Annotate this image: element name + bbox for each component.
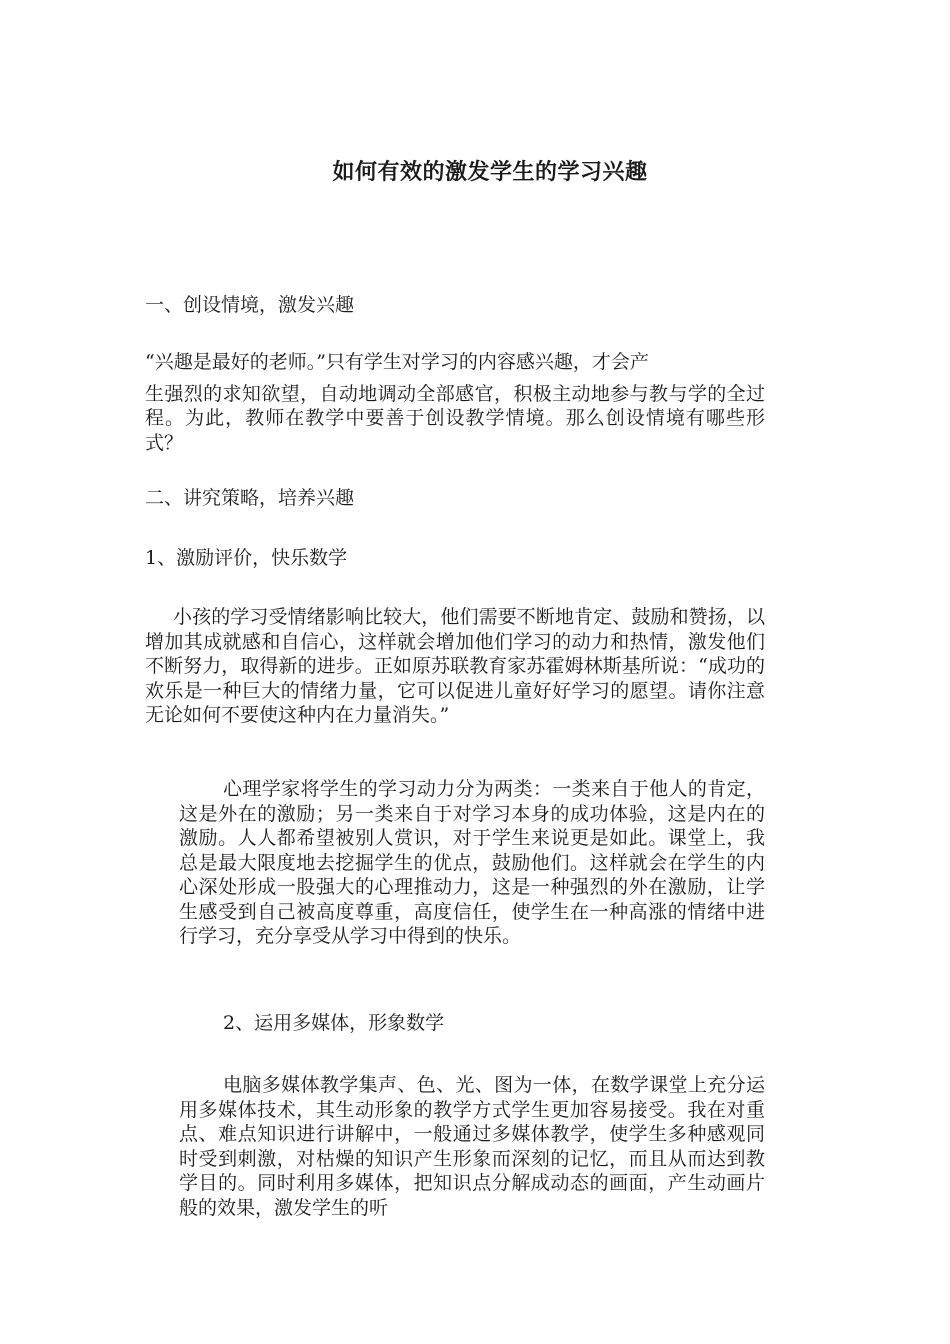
subsection-heading-2: 2、运用多媒体，形象数学 xyxy=(223,1012,445,1034)
paragraph-3: 心理学家将学生的学习动力分为两类：一类来自于他人的肯定，这是外在的激励；另一类来自于对学习本身的成功体验，这是内在的激励。人人都希望被别人赏识，对于学生来说更是如此。课堂上，我总是最大限度地去挖掘学生的优点，鼓励他们。这样就会在学生的内心深处形成一股强大的心理推动力，这是一种强烈的外在激励，让学生感受到自己被高度尊重，高度信任，使学生在一种高涨的情绪中进行学习，充分享受从学习中得到的快乐。 xyxy=(179,778,765,947)
paragraph-4: 电脑多媒体教学集声、色、光、图为一体，在数学课堂上充分运用多媒体技术，其生动形象的教学方式学生更加容易接受。我在对重点、难点知识进行讲解中，一般通过多媒体教学，使学生多种感观同时受到刺激，对枯燥的知识产生形象而深刻的记忆，而且从而达到教学目的。同时利用多媒体，把知识点分解成动态的画面，产生动画片般的效果，激发学生的听 xyxy=(179,1074,765,1219)
paragraph-1 xyxy=(145,350,765,455)
paragraph-2: 小孩的学习受情绪影响比较大，他们需要不断地肯定、鼓励和赞扬，以增加其成就感和自信心，这样就会增加他们学习的动力和热情，激发他们不断努力，取得新的进步。正如原苏联教育家苏霍姆林斯基所说：“成功的欢乐是一种巨大的情绪力量，它可以促进儿童好好学习的愿望。请你注意无论如何不要使这种内在力量消失。” xyxy=(145,606,765,726)
section-heading-1: 一、创设情境，激发兴趣 xyxy=(145,294,355,316)
paragraph-1-first-line: “兴趣是最好的老师。”只有学生对学习的内容感兴趣，才会产 xyxy=(145,351,649,373)
subsection-heading-1: 1、激励评价，快乐数学 xyxy=(145,547,348,569)
document-title: 如何有效的激发学生的学习兴趣 xyxy=(332,159,648,185)
section-heading-2: 二、讲究策略，培养兴趣 xyxy=(145,487,355,509)
paragraph-1-rest: 生强烈的求知欲望，自动地调动全部感官，积极主动地参与教与学的全过程。为此，教师在教学中要善于创设教学情境。那么创设情境有哪些形式？ xyxy=(145,382,765,454)
